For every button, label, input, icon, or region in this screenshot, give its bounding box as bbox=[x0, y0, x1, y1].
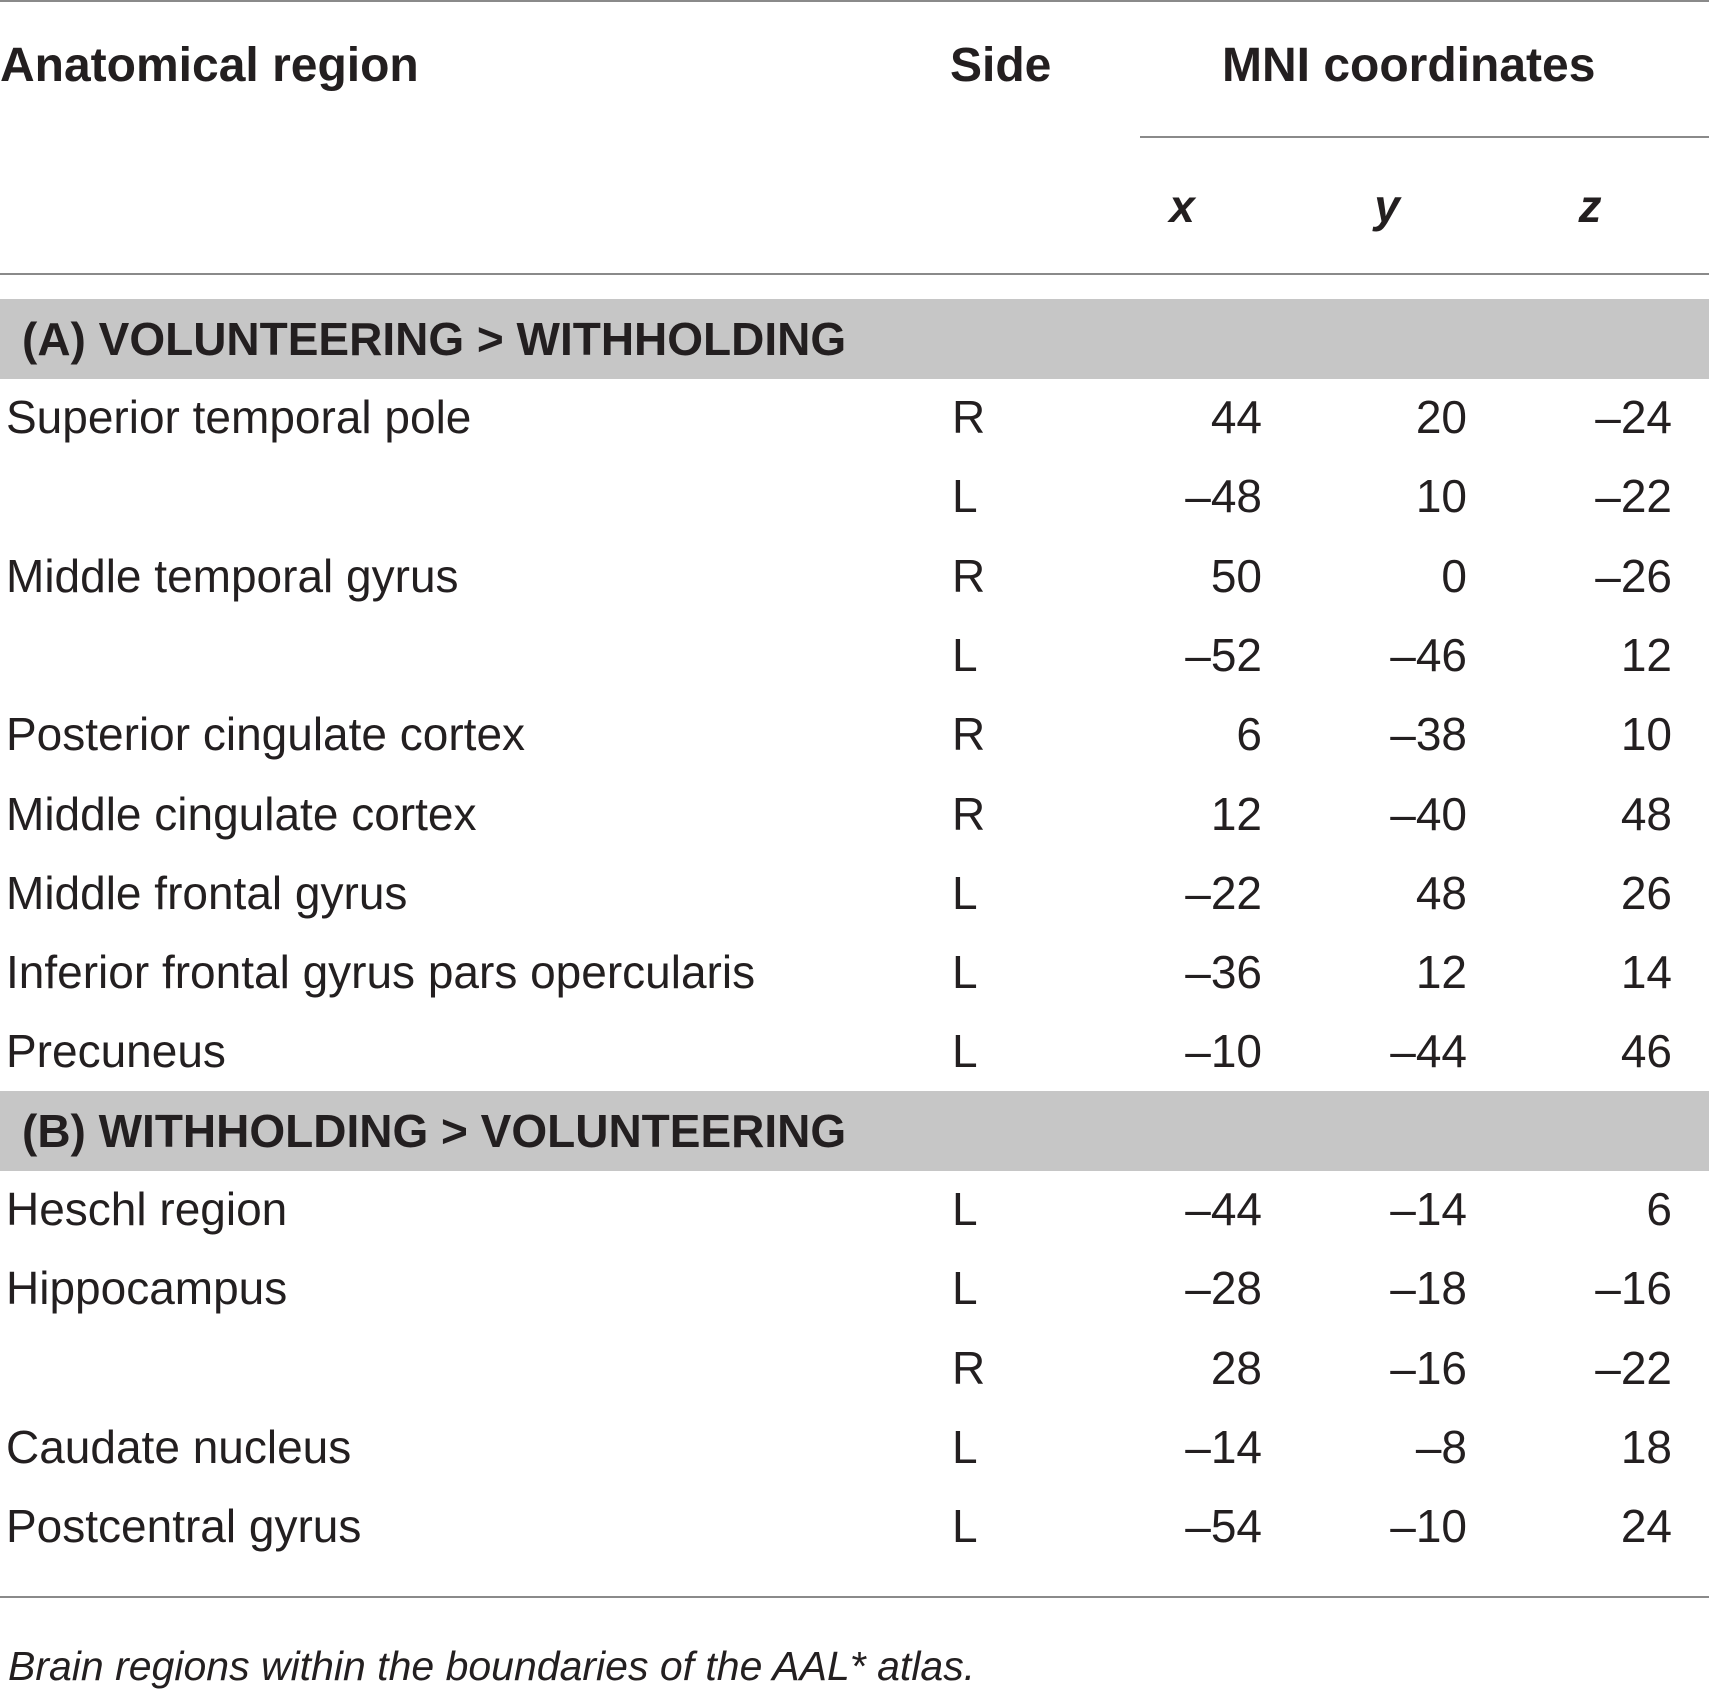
y-coordinate-cell: –18 bbox=[1390, 1262, 1467, 1314]
side-cell: L bbox=[952, 629, 978, 681]
section-label: (A) VOLUNTEERING > WITHHOLDING bbox=[22, 313, 847, 365]
x-coordinate-cell: –10 bbox=[1185, 1025, 1262, 1077]
x-coordinate-cell: –22 bbox=[1185, 867, 1262, 919]
z-coordinate-cell: –22 bbox=[1595, 470, 1672, 522]
x-coordinate-cell: 12 bbox=[1210, 788, 1262, 840]
x-coordinate-cell: –44 bbox=[1185, 1183, 1262, 1235]
x-coordinate-cell: –28 bbox=[1185, 1262, 1262, 1314]
y-coordinate-cell: –44 bbox=[1390, 1025, 1467, 1077]
z-coordinate-cell: 12 bbox=[1620, 629, 1672, 681]
y-coordinate-cell: –16 bbox=[1390, 1342, 1467, 1394]
x-coordinate-cell: –54 bbox=[1185, 1500, 1262, 1552]
y-coordinate-cell: –14 bbox=[1390, 1183, 1467, 1235]
z-coordinate-cell: 6 bbox=[1646, 1183, 1672, 1235]
header-y: y bbox=[1374, 180, 1400, 232]
header-z: z bbox=[1578, 180, 1602, 232]
table-row bbox=[0, 537, 1709, 616]
table-row bbox=[0, 695, 1709, 774]
y-coordinate-cell: –10 bbox=[1390, 1500, 1467, 1552]
table-row bbox=[0, 1249, 1709, 1328]
z-coordinate-cell: 14 bbox=[1620, 946, 1672, 998]
z-coordinate-cell: –16 bbox=[1595, 1262, 1672, 1314]
table-row bbox=[0, 854, 1709, 933]
side-cell: L bbox=[952, 1500, 978, 1552]
side-cell: R bbox=[952, 391, 986, 443]
side-cell: L bbox=[952, 1025, 978, 1077]
z-coordinate-cell: –22 bbox=[1595, 1342, 1672, 1394]
y-coordinate-cell: –38 bbox=[1390, 708, 1467, 760]
header-side: Side bbox=[950, 39, 1052, 92]
section-header bbox=[0, 299, 1709, 379]
table-row bbox=[0, 775, 1709, 854]
x-coordinate-cell: –14 bbox=[1185, 1421, 1262, 1473]
z-coordinate-cell: 46 bbox=[1620, 1025, 1672, 1077]
table-row bbox=[0, 378, 1709, 457]
x-coordinate-cell: 28 bbox=[1210, 1342, 1262, 1394]
region-cell: Heschl region bbox=[6, 1183, 288, 1235]
z-coordinate-cell: –24 bbox=[1595, 391, 1672, 443]
region-cell: Postcentral gyrus bbox=[6, 1500, 362, 1552]
header-mni-coordinates: MNI coordinates bbox=[1222, 39, 1596, 92]
region-cell: Middle temporal gyrus bbox=[6, 550, 459, 602]
x-coordinate-cell: –52 bbox=[1185, 629, 1262, 681]
x-coordinate-cell: –48 bbox=[1185, 470, 1262, 522]
table-footnote: Brain regions within the boundaries of the AAL* atlas. bbox=[8, 1643, 976, 1689]
z-coordinate-cell: 10 bbox=[1620, 708, 1672, 760]
region-cell: Hippocampus bbox=[6, 1262, 288, 1314]
region-cell: Middle frontal gyrus bbox=[6, 867, 408, 919]
table-row bbox=[0, 616, 1709, 695]
x-coordinate-cell: 44 bbox=[1210, 391, 1262, 443]
z-coordinate-cell: 18 bbox=[1620, 1421, 1672, 1473]
side-cell: R bbox=[952, 788, 986, 840]
side-cell: L bbox=[952, 1421, 978, 1473]
top-rule bbox=[0, 0, 1709, 2]
z-coordinate-cell: 26 bbox=[1620, 867, 1672, 919]
bottom-rule bbox=[0, 1596, 1709, 1598]
table-row bbox=[0, 1408, 1709, 1487]
region-cell: Caudate nucleus bbox=[6, 1421, 352, 1473]
side-cell: R bbox=[952, 550, 986, 602]
z-coordinate-cell: –26 bbox=[1595, 550, 1672, 602]
y-coordinate-cell: 10 bbox=[1415, 470, 1467, 522]
table-row bbox=[0, 1487, 1709, 1566]
side-cell: R bbox=[952, 708, 986, 760]
table-row bbox=[0, 457, 1709, 536]
x-coordinate-cell: 50 bbox=[1210, 550, 1262, 602]
x-coordinate-cell: –36 bbox=[1185, 946, 1262, 998]
side-cell: L bbox=[952, 1262, 978, 1314]
section-label: (B) WITHHOLDING > VOLUNTEERING bbox=[22, 1105, 847, 1157]
region-cell: Middle cingulate cortex bbox=[6, 788, 477, 840]
header-region: Anatomical region bbox=[0, 39, 419, 92]
table-row bbox=[0, 933, 1709, 1012]
table-row bbox=[0, 1012, 1709, 1091]
y-coordinate-cell: 0 bbox=[1441, 550, 1467, 602]
z-coordinate-cell: 48 bbox=[1620, 788, 1672, 840]
y-coordinate-cell: –46 bbox=[1390, 629, 1467, 681]
section-header bbox=[0, 1091, 1709, 1171]
side-cell: L bbox=[952, 867, 978, 919]
side-cell: L bbox=[952, 946, 978, 998]
region-cell: Inferior frontal gyrus pars opercularis bbox=[6, 946, 756, 998]
region-cell: Superior temporal pole bbox=[6, 391, 472, 443]
table-row bbox=[0, 1170, 1709, 1249]
side-cell: L bbox=[952, 470, 978, 522]
region-cell: Posterior cingulate cortex bbox=[6, 708, 526, 760]
side-cell: L bbox=[952, 1183, 978, 1235]
side-cell: R bbox=[952, 1342, 986, 1394]
x-coordinate-cell: 6 bbox=[1236, 708, 1262, 760]
y-coordinate-cell: 48 bbox=[1415, 867, 1467, 919]
z-coordinate-cell: 24 bbox=[1620, 1500, 1672, 1552]
region-cell: Precuneus bbox=[6, 1025, 226, 1077]
y-coordinate-cell: 12 bbox=[1415, 946, 1467, 998]
mni-underline bbox=[1140, 136, 1709, 138]
y-coordinate-cell: –8 bbox=[1415, 1421, 1467, 1473]
y-coordinate-cell: –40 bbox=[1390, 788, 1467, 840]
table-row bbox=[0, 1329, 1709, 1408]
header-x: x bbox=[1169, 180, 1195, 232]
header-rule bbox=[0, 273, 1709, 275]
y-coordinate-cell: 20 bbox=[1415, 391, 1467, 443]
